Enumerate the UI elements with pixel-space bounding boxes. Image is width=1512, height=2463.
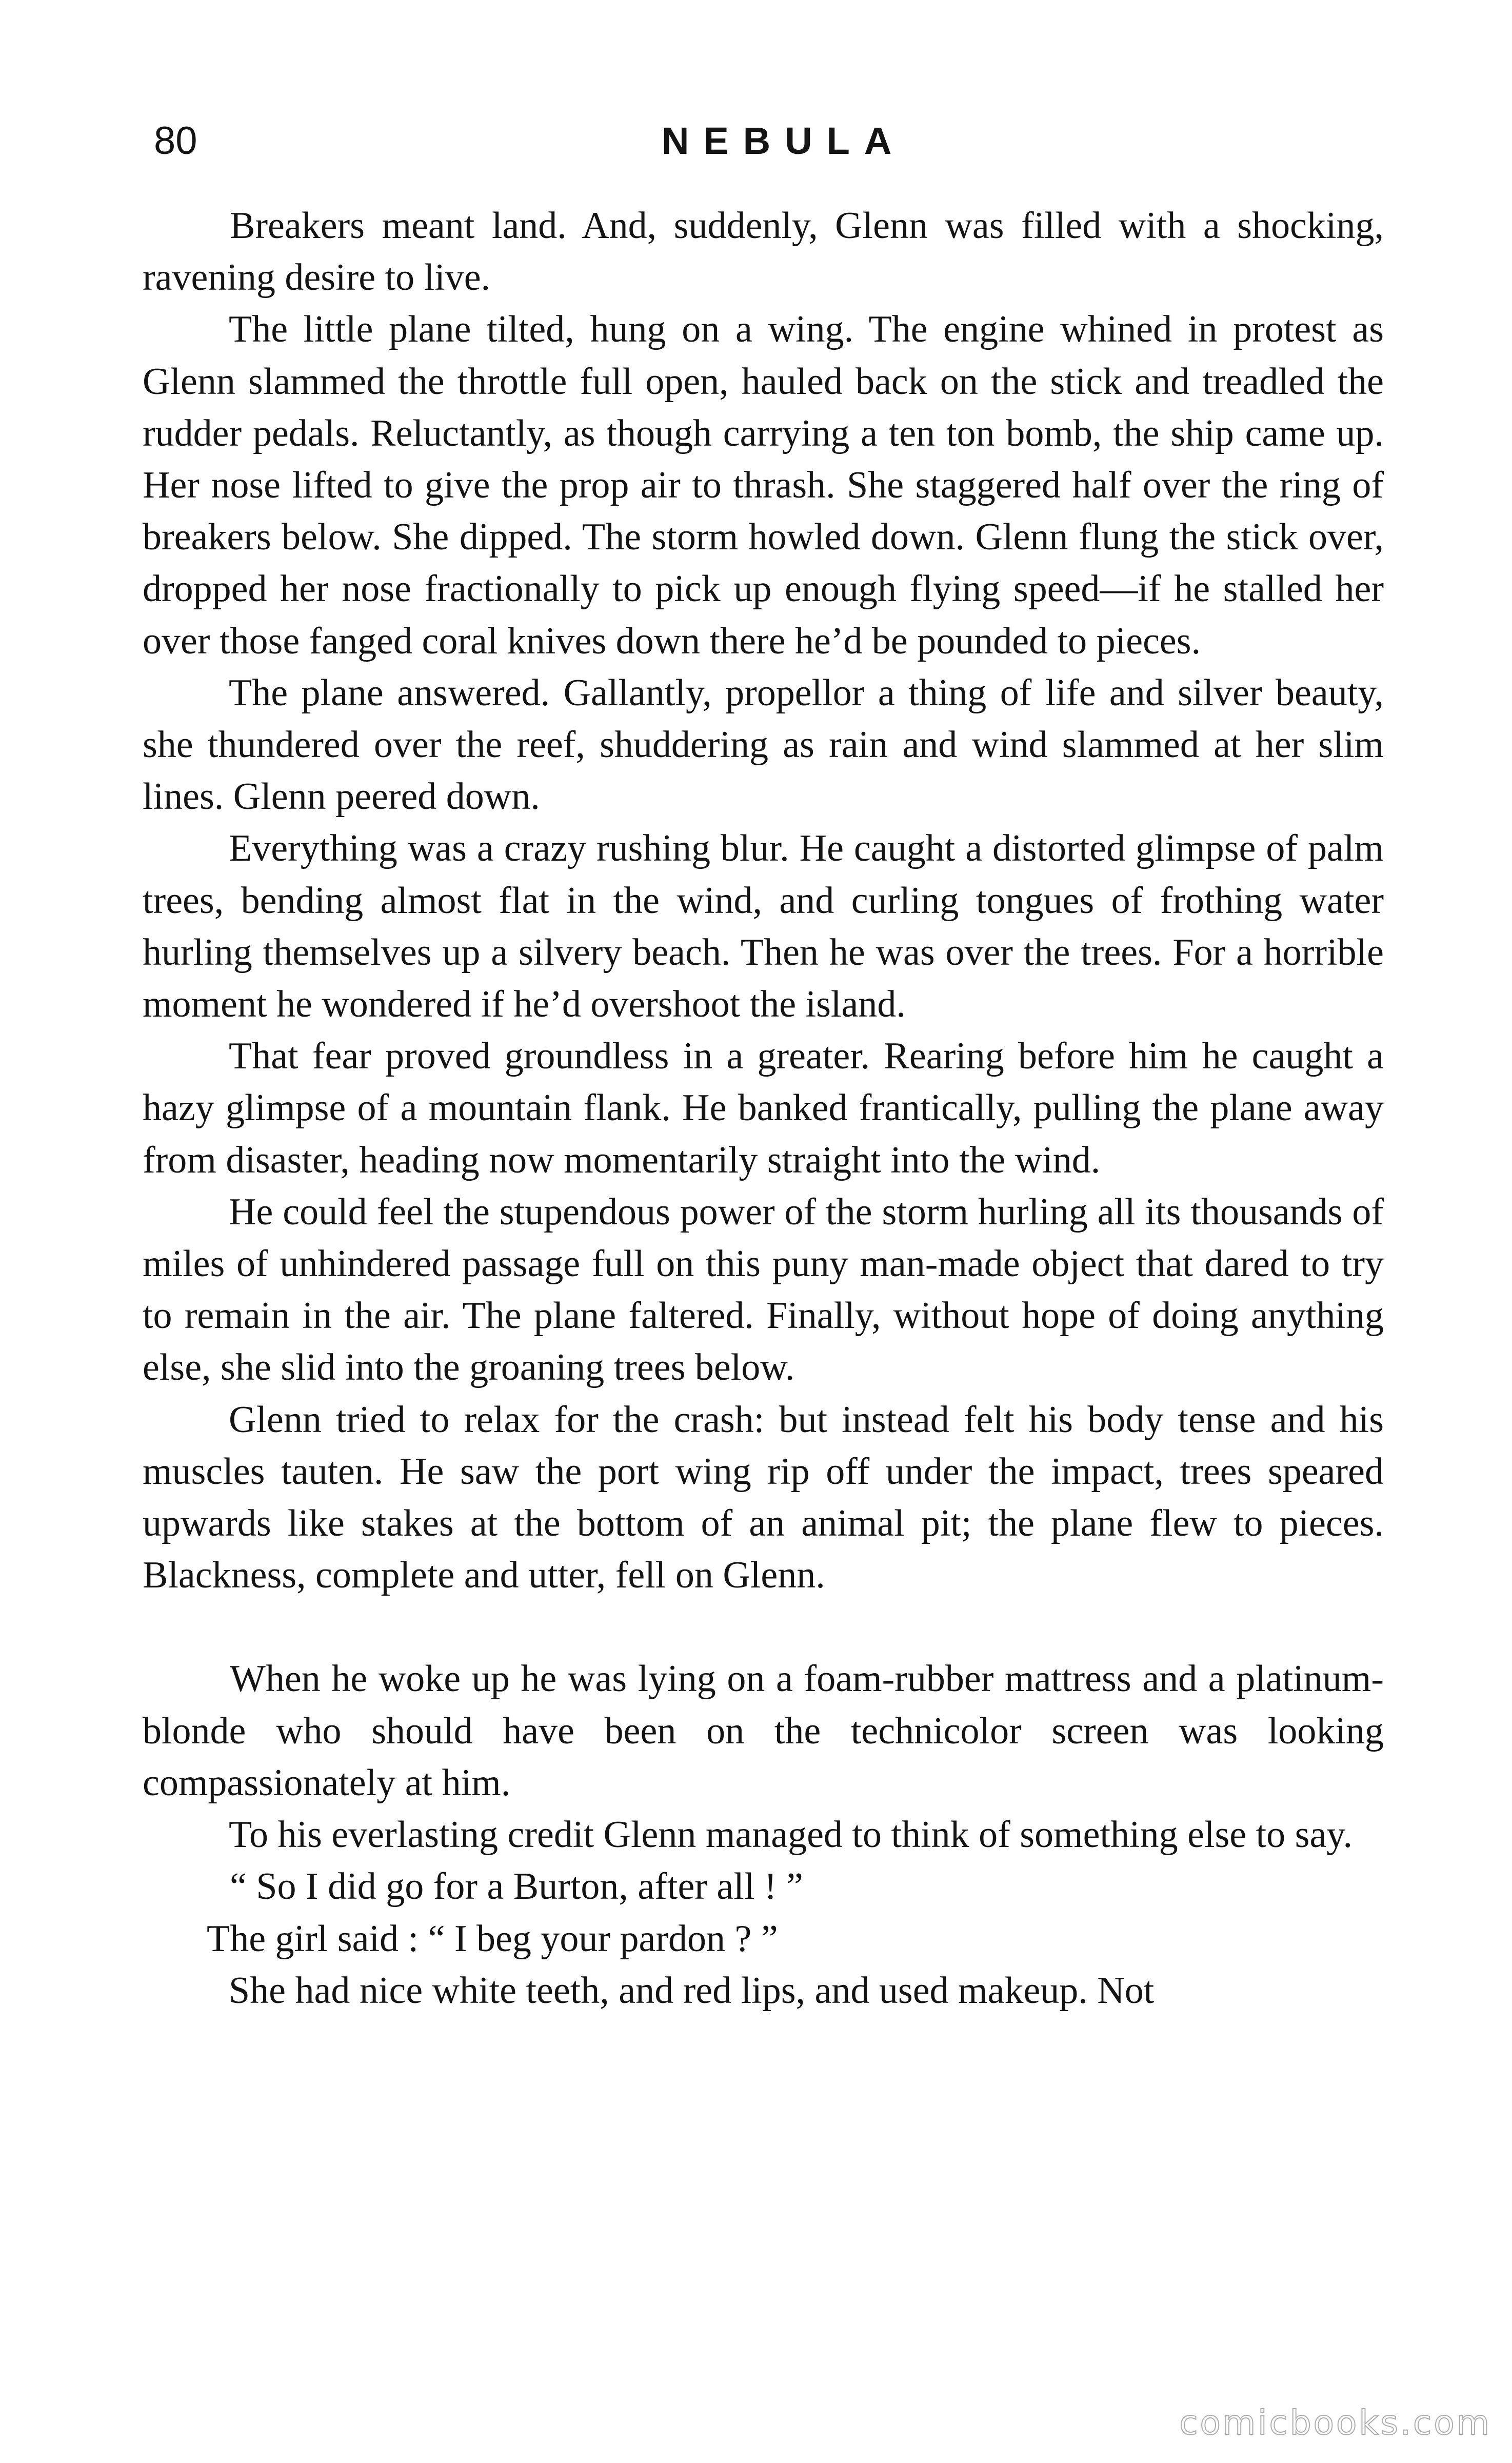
dialogue-line: The girl said : “ I beg your pardon ? ” — [207, 1917, 778, 1960]
watermark: comicbooks.com — [1179, 2403, 1491, 2442]
paragraph: The little plane tilted, hung on a wing. The engine whined in protest as Glenn slammed the throttle full open, hauled back on the stick and treadled the rudder pedals. Reluctantly, as though carrying a ten ton bomb, the ship came up. Her nose lifted to give the prop air to thrash. She staggered half over the ring of breakers below. She dipped. The storm howled down. Glenn flung the stick over, dropped her nose fractionally to pick up enough flying speed—if he stalled her over those fanged coral knives down there he’d be pounded to pieces. — [143, 308, 1384, 662]
paragraph: To his everlasting credit Glenn managed to think of something else to say. — [229, 1814, 1353, 1856]
paragraph: Glenn tried to relax for the crash: but instead felt his body tense and his muscles tauten. He saw the port wing rip off under the impact, trees speared upwards like stakes at the bottom of an animal pit; the plane flew to pieces. Blackness, complete and utter, fell on Glenn. — [143, 1398, 1384, 1597]
paragraph: Breakers meant land. And, suddenly, Glenn was filled with a shocking, ravening desire to live. — [143, 205, 1384, 299]
running-title: NEBULA — [662, 120, 906, 162]
paragraph: The plane answered. Gallantly, propellor a thing of life and silver beauty, she thundered over the reef, shuddering as rain and wind slammed at her slim lines. Glenn peered down. — [143, 671, 1384, 818]
section-break — [143, 1601, 1384, 1653]
paragraph: When he woke up he was lying on a foam-rubber mattress and a platinum-blonde who should have been on the technicolor screen was looking compassionately at him. — [143, 1658, 1384, 1804]
paragraph: Everything was a crazy rushing blur. He caught a distorted glimpse of palm trees, bending almost flat in the wind, and curling tongues of frothing water hurling themselves up a silvery beach. Then he was over the trees. For a horrible moment he wondered if he’d overshoot the island. — [143, 827, 1384, 1026]
body-text — [143, 200, 1384, 2017]
paragraph: That fear proved groundless in a greater. Rearing before him he caught a hazy glimpse of a mountain flank. He banked frantically, pulling the plane away from disaster, heading now momentarily straight into the wind. — [143, 1035, 1384, 1181]
paragraph: She had nice white teeth, and red lips, and used makeup. Not — [229, 1969, 1155, 2012]
dialogue-line: “ So I did go for a Burton, after all ! ” — [230, 1865, 803, 1908]
paragraph: He could feel the stupendous power of the storm hurling all its thousands of miles of unhindered passage full on this puny man-made object that dared to try to remain in the air. The plane faltered. Finally, without hope of doing anything else, she slid into the groaning trees below. — [143, 1190, 1384, 1389]
page-header — [0, 113, 1512, 169]
page-number: 80 — [154, 119, 197, 163]
